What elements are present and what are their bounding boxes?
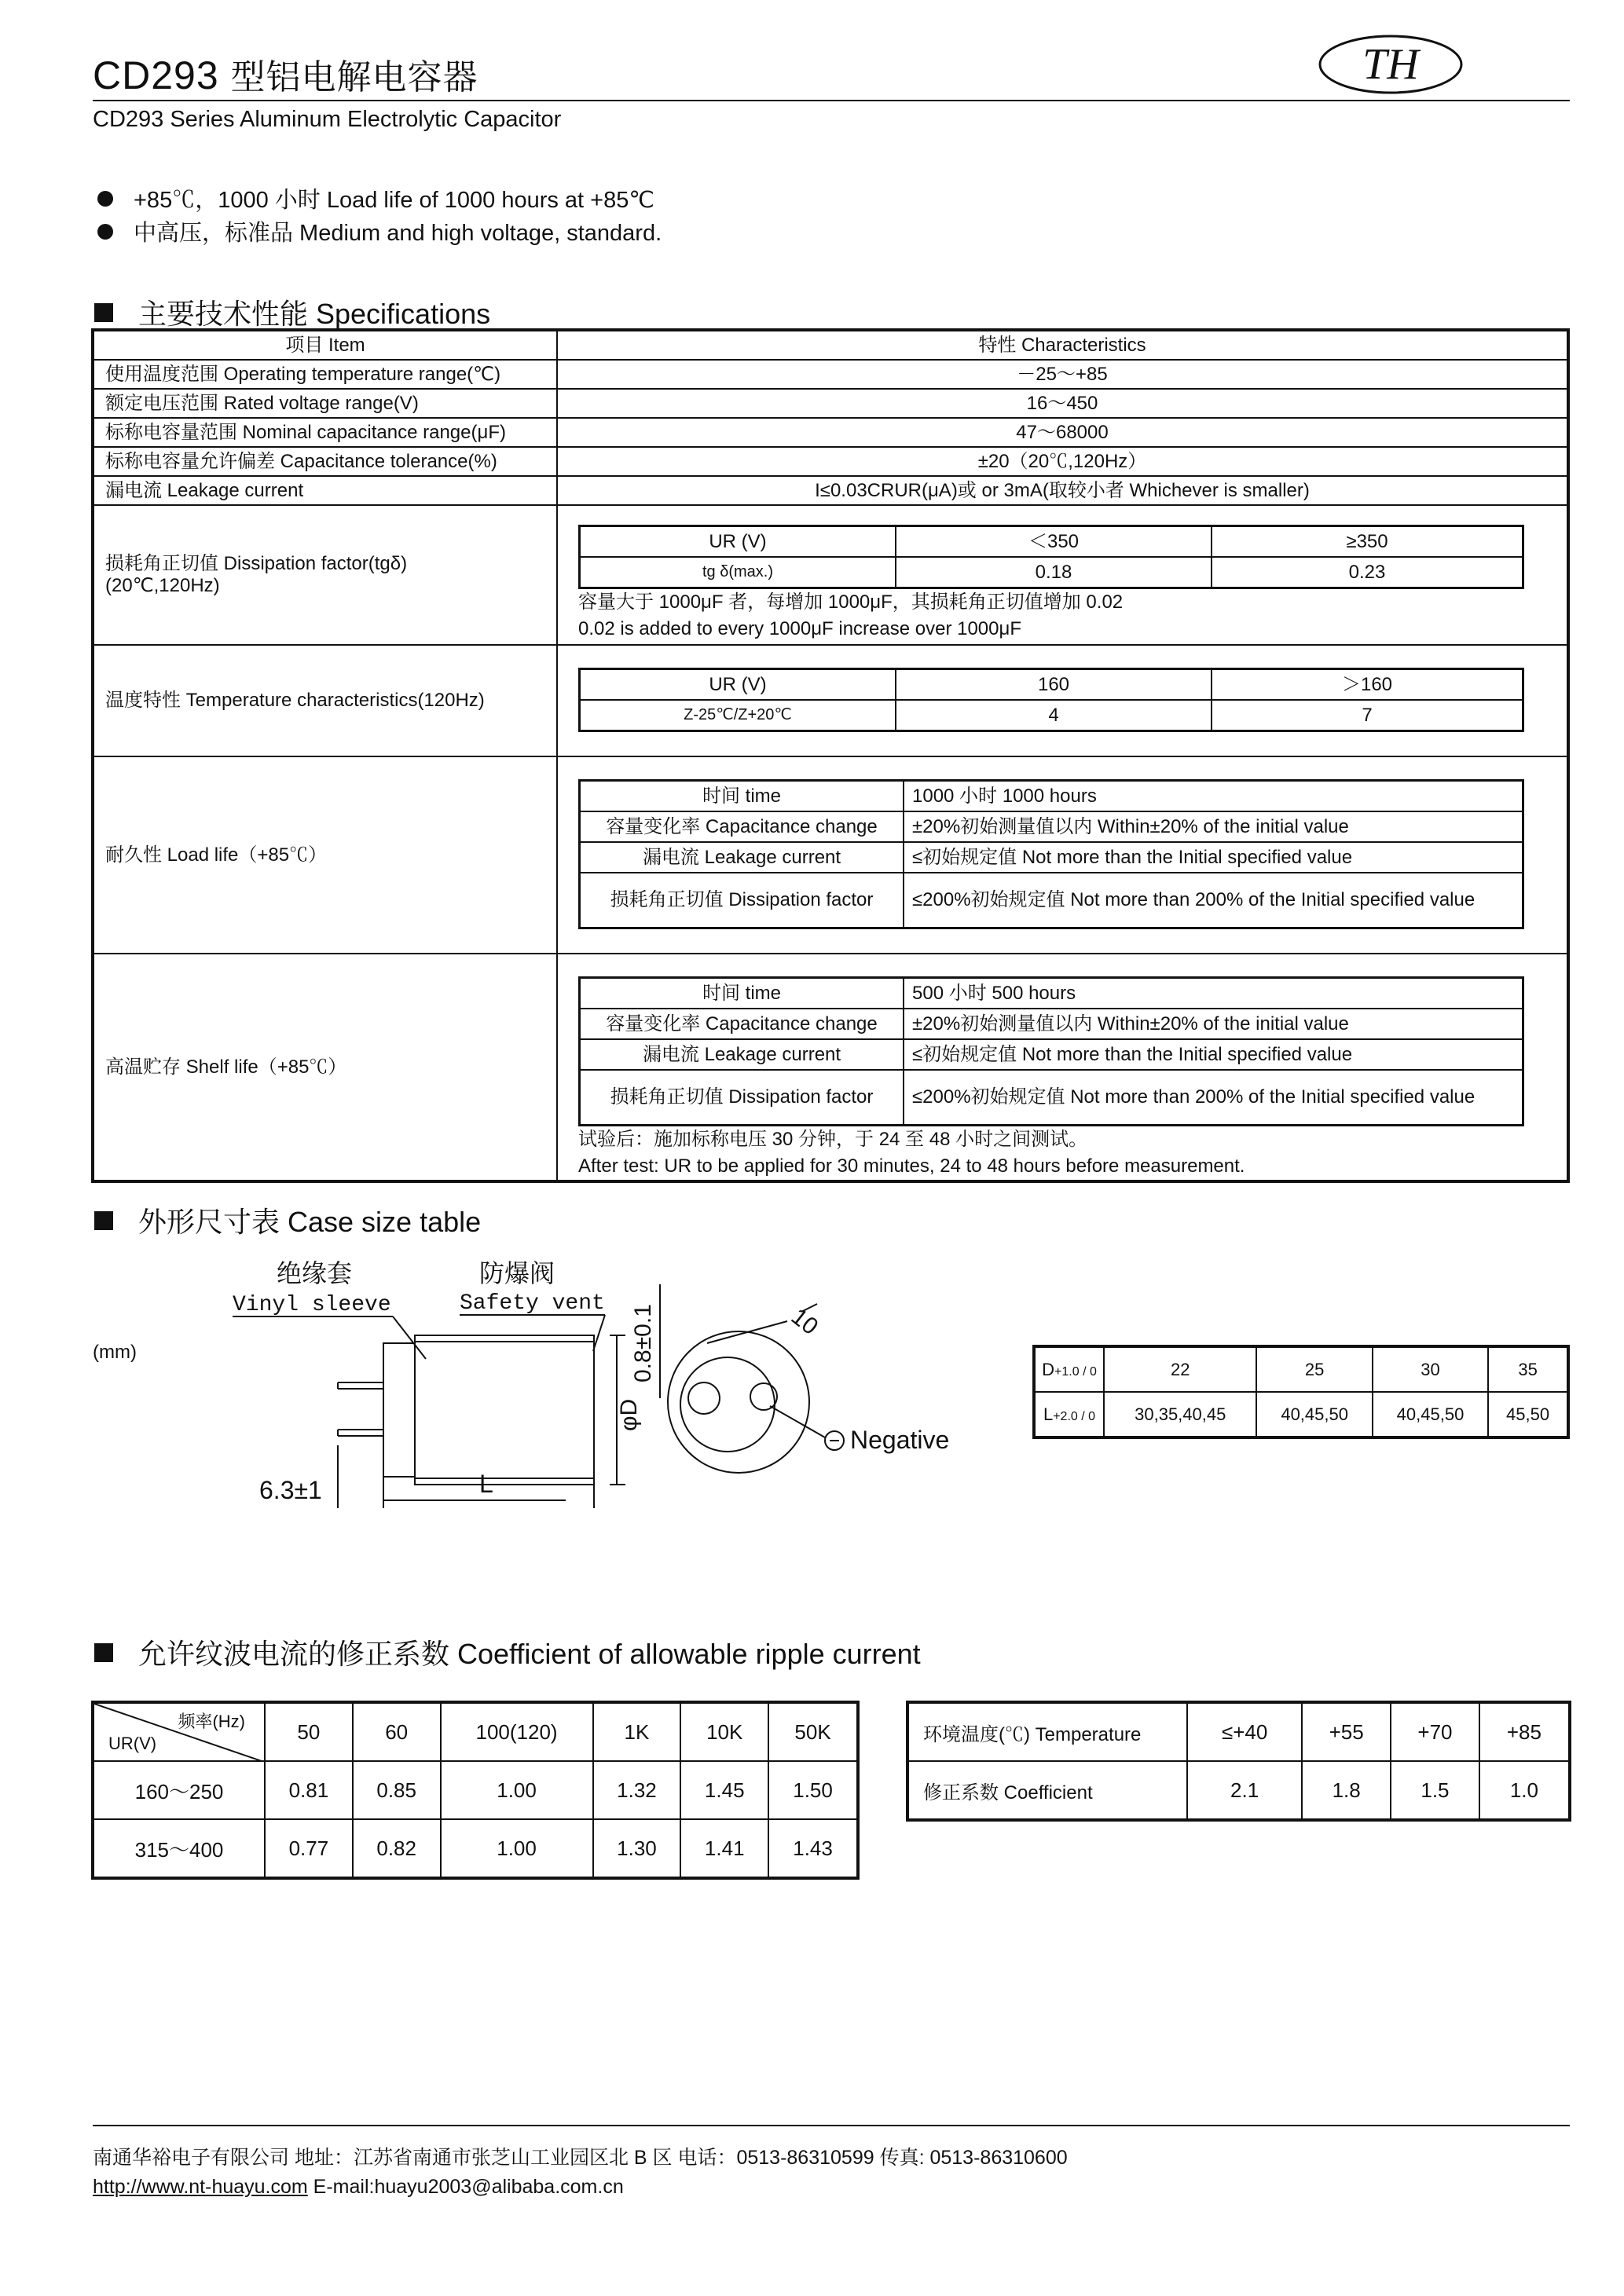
shelf-value: ±20%初始测量值以内 Within±20% of the initial value (904, 1009, 1523, 1039)
section-ripple-current (94, 1632, 921, 1672)
square-bullet-icon (94, 1643, 113, 1662)
load-key: 容量变化率 Capacitance change (580, 811, 904, 842)
load-cell (557, 756, 1568, 954)
freq-header: 50K (768, 1702, 858, 1761)
section-title: 允许纹波电流的修正系数 Coefficient of allowable ripple current (138, 1638, 921, 1670)
shelf-value: 500 小时 500 hours (904, 978, 1523, 1009)
temp-r1: 4 (896, 700, 1212, 731)
footer-email: E-mail:huayu2003@alibaba.com.cn (307, 2176, 624, 2198)
df-r2: 0.23 (1212, 557, 1523, 588)
d-value: 22 (1104, 1346, 1256, 1392)
d-tolerance: +1.0 / 0 (1054, 1364, 1097, 1379)
length-dim-label: L (479, 1470, 493, 1498)
spec-item-temp: 温度特性 Temperature characteristics(120Hz) (93, 645, 557, 756)
coef-value: 1.41 (680, 1819, 768, 1878)
spec-item: 标称电容量允许偏差 Capacitance tolerance(%) (93, 447, 557, 476)
temp-h2: ＞160 (1212, 669, 1523, 701)
section-title: 外形尺寸表 Case size table (138, 1206, 482, 1238)
table-row (93, 954, 1568, 1181)
table-row (1034, 1392, 1568, 1437)
section-case-size (94, 1200, 481, 1240)
shelf-note-cn: 试验后：施加标称电压 30 分钟，于 24 至 48 小时之间测试。 (578, 1129, 1088, 1150)
temp-h0: UR (V) (580, 669, 896, 701)
corner-bottom: UR(V) (108, 1734, 157, 1753)
coef-value: 0.85 (353, 1761, 441, 1819)
shelf-key: 漏电流 Leakage current (580, 1039, 904, 1070)
temp-coef: 1.5 (1391, 1761, 1479, 1820)
load-value: ±20%初始测量值以内 Within±20% of the initial value (904, 811, 1523, 842)
table-row (93, 1761, 858, 1819)
d-value: 35 (1488, 1346, 1568, 1392)
section-specifications (94, 292, 490, 332)
title-cn: 型铝电解电容器 (230, 58, 478, 97)
table-row (1034, 1346, 1568, 1392)
df-cell (557, 505, 1568, 645)
spec-table (91, 328, 1570, 1183)
title-model: CD293 (93, 53, 219, 97)
temp-coef: 1.8 (1302, 1761, 1391, 1820)
bullet-2 (94, 215, 662, 247)
sleeve-en-label: Vinyl sleeve (233, 1293, 391, 1317)
temp-table (578, 668, 1524, 732)
bullet-dot-icon (97, 191, 113, 207)
load-key: 漏电流 Leakage current (580, 842, 904, 873)
shelf-value: ≤初始规定值 Not more than the Initial specified value (904, 1039, 1523, 1070)
spec-item-load: 耐久性 Load life（+85℃） (93, 756, 557, 954)
table-row (93, 418, 1568, 447)
voltage-range: 315～400 (93, 1819, 265, 1878)
bullet-text: 中高压，标准品 Medium and high voltage, standard. (134, 221, 662, 246)
temp-value: +55 (1302, 1702, 1391, 1761)
shelf-key: 容量变化率 Capacitance change (580, 1009, 904, 1039)
freq-header: 60 (353, 1702, 441, 1761)
temp-cell (557, 645, 1568, 756)
table-row (93, 389, 1568, 418)
header-rule (93, 100, 1570, 101)
spec-item: 漏电流 Leakage current (93, 476, 557, 505)
temp-r2: 7 (1212, 700, 1523, 731)
freq-header: 10K (680, 1702, 768, 1761)
load-value: ≤200%初始规定值 Not more than 200% of the Initial specified value (904, 873, 1523, 928)
temp-coef: 2.1 (1187, 1761, 1302, 1820)
l-value: 45,50 (1488, 1392, 1568, 1437)
shelf-key: 损耗角正切值 Dissipation factor (580, 1070, 904, 1126)
spec-item-shelf: 高温贮存 Shelf life（+85℃） (93, 954, 557, 1181)
l-value: 40,45,50 (1256, 1392, 1372, 1437)
load-table (578, 779, 1524, 929)
footer-address: 南通华裕电子有限公司 地址：江苏省南通市张芝山工业园区北 B 区 电话：0513-86310599 传真: 0513-86310600 (93, 2147, 1068, 2169)
capacitor-outline-drawing (220, 1241, 1006, 1508)
coef-value: 1.45 (680, 1761, 768, 1819)
case-size-table (1032, 1345, 1570, 1439)
square-bullet-icon (94, 303, 113, 322)
l-value: 30,35,40,45 (1104, 1392, 1256, 1437)
table-row (93, 360, 1568, 389)
table-row (580, 873, 1523, 928)
table-row (93, 1819, 858, 1878)
footer-contact (93, 2176, 624, 2199)
spec-item-df (93, 505, 557, 645)
page-title (93, 49, 478, 99)
table-row (580, 557, 1523, 588)
load-key: 损耗角正切值 Dissipation factor (580, 873, 904, 928)
table-row (580, 1009, 1523, 1039)
coef-value: 1.00 (441, 1819, 593, 1878)
df-h1: ＜350 (896, 526, 1212, 558)
corner-cell (93, 1702, 265, 1761)
df-r0: tg δ(max.) (580, 557, 896, 588)
website-link[interactable]: http://www.nt-huayu.com (93, 2176, 308, 2198)
df-item-line1: 损耗角正切值 Dissipation factor(tgδ) (105, 553, 408, 575)
table-row (580, 700, 1523, 731)
df-note-en: 0.02 is added to every 1000μF increase over 1000μF (578, 618, 1021, 639)
temp-h1: 160 (896, 669, 1212, 701)
coef-value: 0.81 (265, 1761, 353, 1819)
freq-header: 50 (265, 1702, 353, 1761)
shelf-value: ≤200%初始规定值 Not more than 200% of the Initial specified value (904, 1070, 1523, 1126)
table-row (580, 526, 1523, 558)
df-table (578, 525, 1524, 589)
shelf-key: 时间 time (580, 978, 904, 1009)
square-bullet-icon (94, 1211, 113, 1230)
coef-value: 1.30 (593, 1819, 681, 1878)
table-row (93, 756, 1568, 954)
ripple-frequency-table (91, 1701, 860, 1880)
df-note-cn: 容量大于 1000μF 者，每增加 1000μF，其损耗角正切值增加 0.02 (578, 591, 1124, 613)
coef-value: 1.43 (768, 1819, 858, 1878)
spec-item: 额定电压范围 Rated voltage range(V) (93, 389, 557, 418)
freq-header: 100(120) (441, 1702, 593, 1761)
spec-head-item: 项目 Item (93, 330, 557, 360)
table-row (93, 447, 1568, 476)
spec-item: 使用温度范围 Operating temperature range(℃) (93, 360, 557, 389)
d-value: 25 (1256, 1346, 1372, 1392)
voltage-range: 160～250 (93, 1761, 265, 1819)
bullet-1 (94, 182, 654, 214)
table-row (93, 330, 1568, 360)
coef-value: 1.00 (441, 1761, 593, 1819)
company-logo (1316, 30, 1465, 99)
table-row (580, 669, 1523, 701)
table-row (580, 781, 1523, 812)
logo-text: TH (1362, 40, 1419, 89)
bullet-text: +85℃，1000 小时 Load life of 1000 hours at +85℃ (134, 188, 654, 213)
section-title: 主要技术性能 Specifications (138, 298, 491, 330)
table-row (580, 978, 1523, 1009)
d-header (1034, 1346, 1104, 1392)
shelf-table (578, 976, 1524, 1126)
corner-top: 频率(Hz) (178, 1712, 245, 1731)
pitch-dim-label: 10 (786, 1303, 823, 1341)
table-row (907, 1702, 1570, 1761)
coef-value: 0.77 (265, 1819, 353, 1878)
df-item-line2: (20℃,120Hz) (105, 575, 220, 596)
spec-value: I≤0.03CRUR(μA)或 or 3mA(取较小者 Whichever is smaller) (557, 476, 1568, 505)
shelf-note-en: After test: UR to be applied for 30 minutes, 24 to 48 hours before measurement. (578, 1155, 1245, 1177)
d-label: D (1042, 1359, 1055, 1379)
table-row (93, 505, 1568, 645)
negative-label: Negative (850, 1426, 950, 1454)
temp-coef: 1.0 (1479, 1761, 1570, 1820)
footer-rule (93, 2125, 1570, 2126)
table-row (907, 1761, 1570, 1820)
page-subtitle: CD293 Series Aluminum Electrolytic Capacitor (93, 107, 562, 132)
spec-value: 47～68000 (557, 418, 1568, 447)
table-row (93, 1702, 858, 1761)
df-h2: ≥350 (1212, 526, 1523, 558)
df-r1: 0.18 (896, 557, 1212, 588)
temp-value: +85 (1479, 1702, 1570, 1761)
vent-cn-label: 防爆阀 (479, 1259, 555, 1287)
load-value: ≤初始规定值 Not more than the Initial specified value (904, 842, 1523, 873)
load-value: 1000 小时 1000 hours (904, 781, 1523, 812)
l-tolerance: +2.0 / 0 (1053, 1409, 1096, 1423)
temp-r0: Z-25℃/Z+20℃ (580, 700, 896, 731)
vent-depth-dim-label: 0.8±0.1 (630, 1304, 656, 1382)
spec-value: ±20（20℃,120Hz） (557, 447, 1568, 476)
table-row (93, 645, 1568, 756)
sleeve-cn-label: 绝缘套 (277, 1259, 353, 1287)
spec-item: 标称电容量范围 Nominal capacitance range(μF) (93, 418, 557, 447)
coef-value: 1.50 (768, 1761, 858, 1819)
l-label: L (1043, 1404, 1054, 1424)
ripple-temperature-table (906, 1701, 1571, 1822)
table-row (580, 842, 1523, 873)
unit-label: (mm) (93, 1342, 137, 1363)
table-row (580, 1039, 1523, 1070)
coef-label: 修正系数 Coefficient (907, 1761, 1187, 1820)
spec-value: 16～450 (557, 389, 1568, 418)
temp-label: 环境温度(℃) Temperature (907, 1702, 1187, 1761)
table-row (93, 476, 1568, 505)
spec-head-char: 特性 Characteristics (557, 330, 1568, 360)
coef-value: 1.32 (593, 1761, 681, 1819)
load-key: 时间 time (580, 781, 904, 812)
l-header (1034, 1392, 1104, 1437)
table-row (580, 811, 1523, 842)
d-value: 30 (1373, 1346, 1488, 1392)
df-h0: UR (V) (580, 526, 896, 558)
temp-value: ≤+40 (1187, 1702, 1302, 1761)
freq-header: 1K (593, 1702, 681, 1761)
vent-en-label: Safety vent (460, 1291, 605, 1316)
table-row (580, 1070, 1523, 1126)
diameter-dim-label: φD (616, 1398, 642, 1431)
bullet-dot-icon (97, 224, 113, 240)
pin-length-dim: 6.3±1 (259, 1476, 322, 1504)
l-value: 40,45,50 (1373, 1392, 1488, 1437)
shelf-cell (557, 954, 1568, 1181)
spec-value: －25～+85 (557, 360, 1568, 389)
coef-value: 0.82 (353, 1819, 441, 1878)
temp-value: +70 (1391, 1702, 1479, 1761)
